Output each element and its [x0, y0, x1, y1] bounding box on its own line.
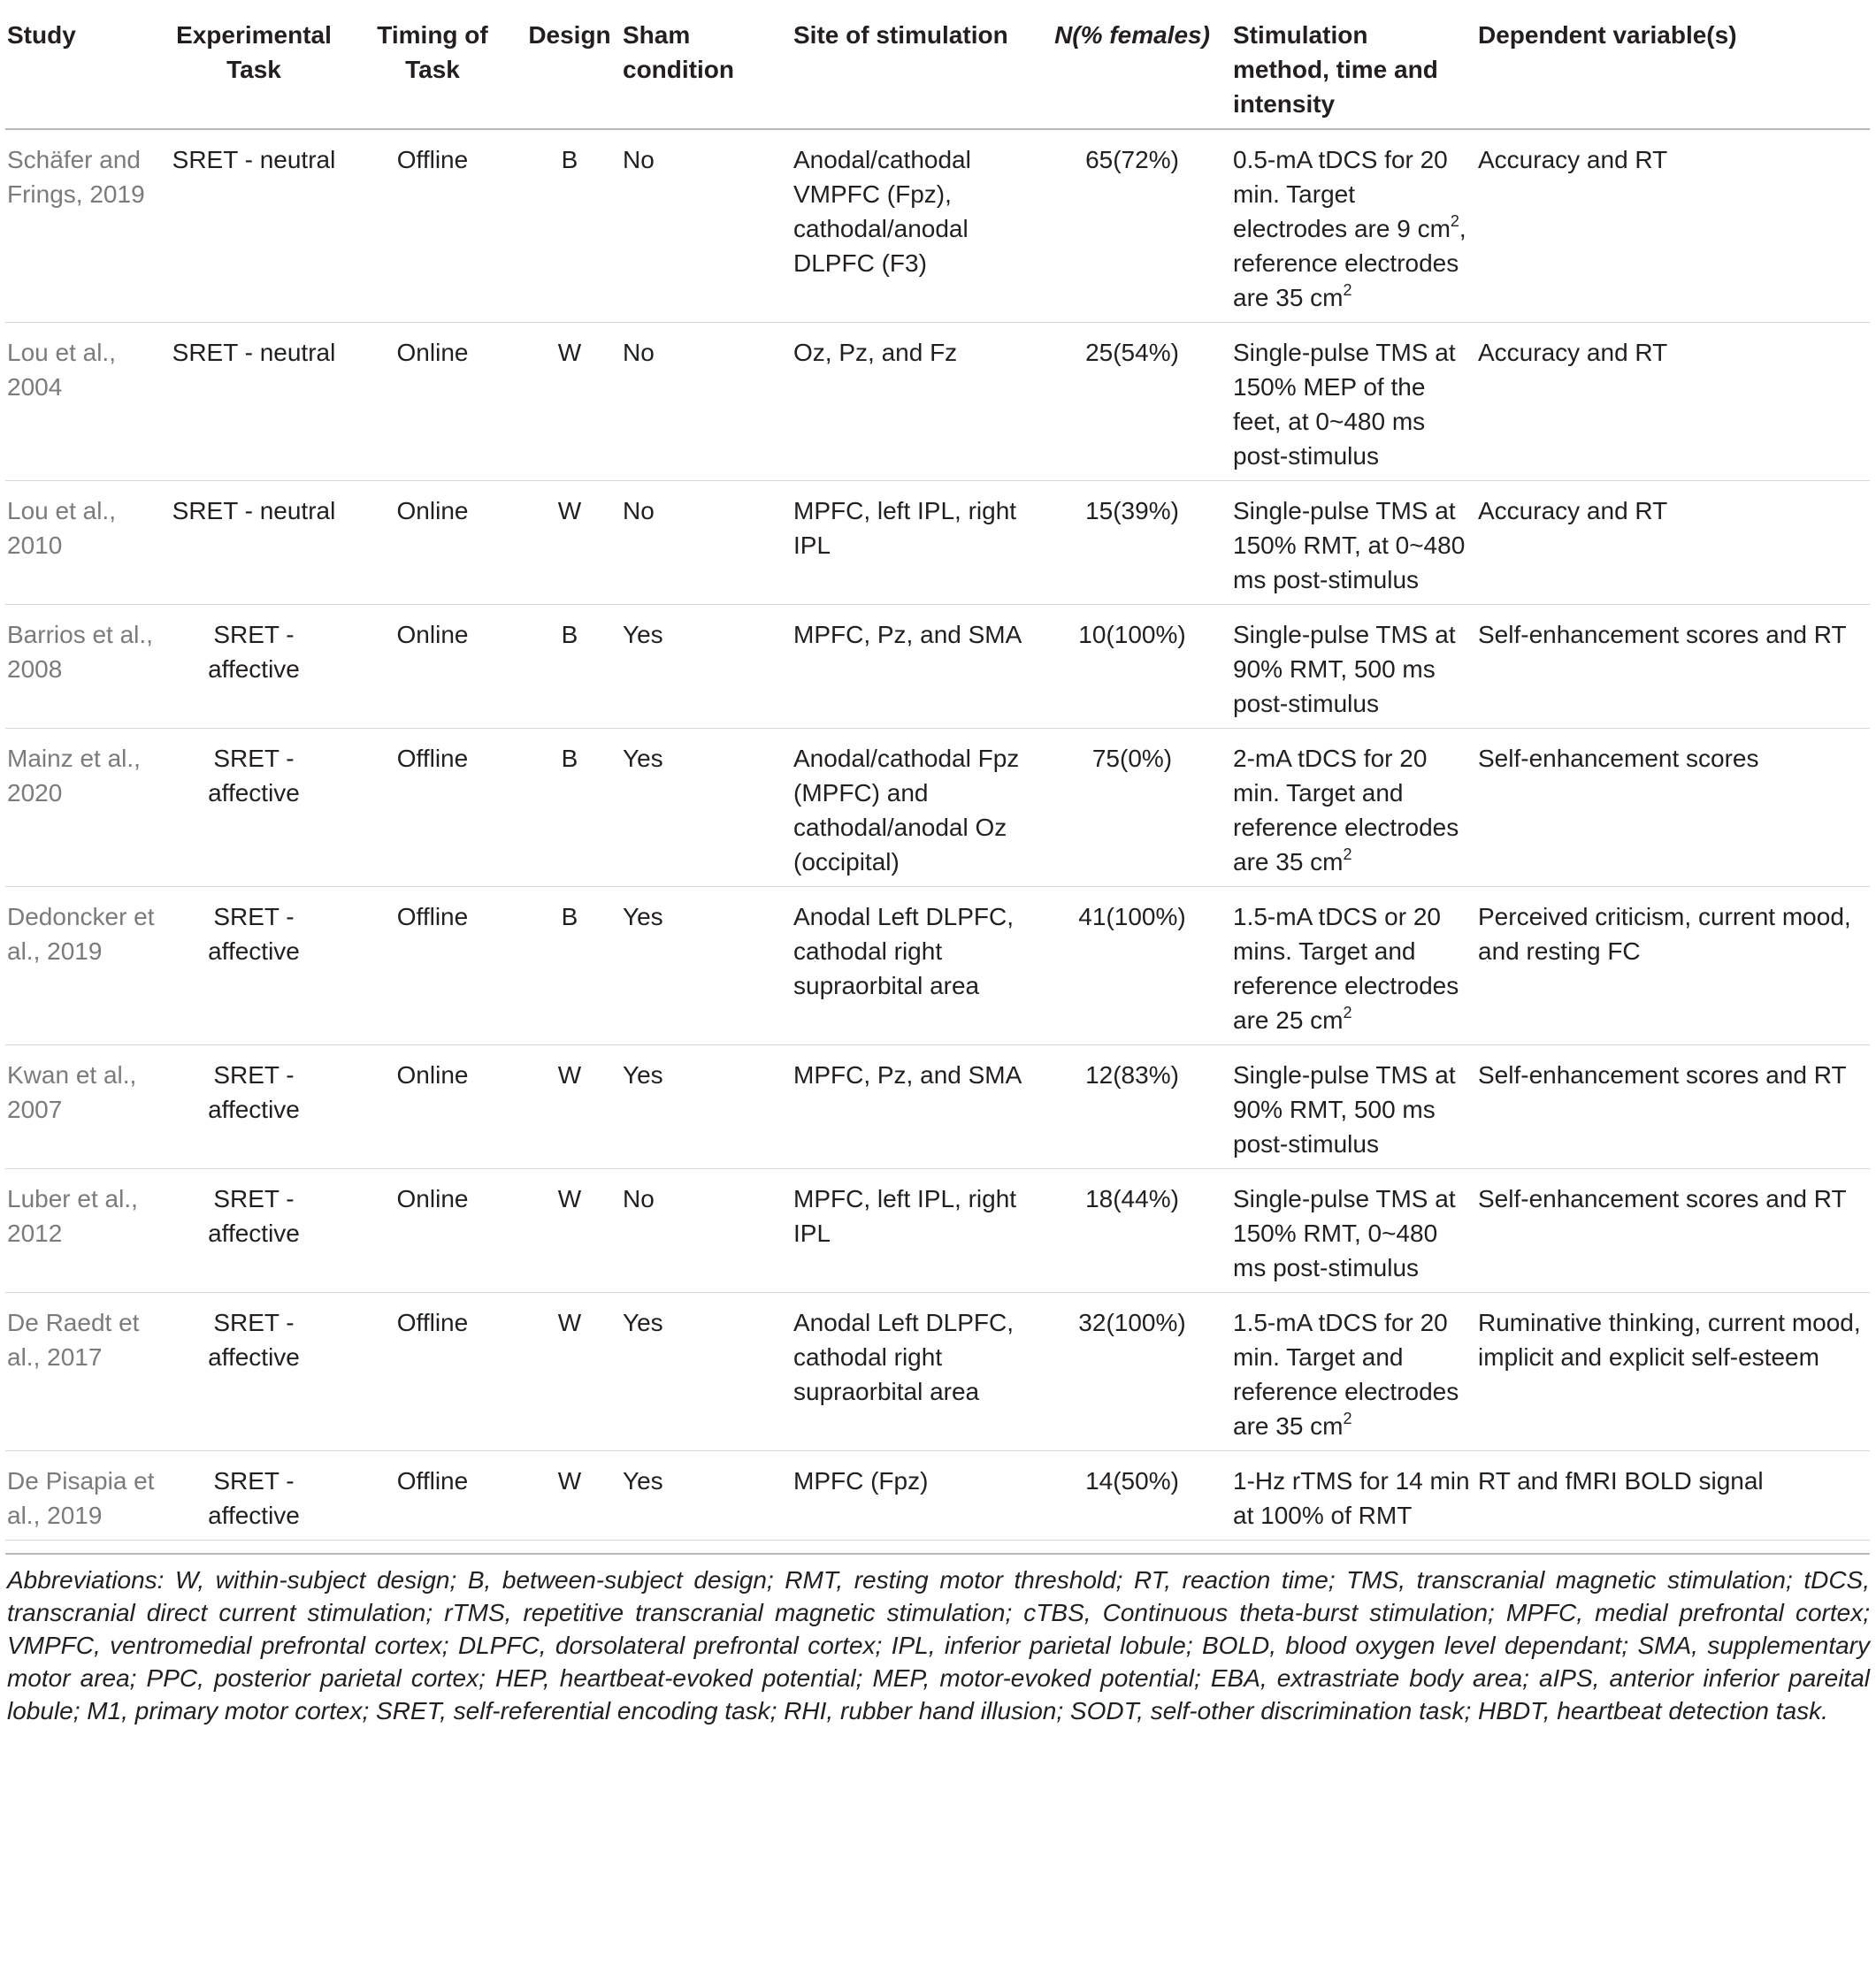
header-timing-of-task: Timing of Task	[347, 11, 522, 129]
cell-experimental-task: SRET - affective	[165, 887, 347, 1045]
cell-n-females: 12(83%)	[1037, 1045, 1231, 1169]
cell-experimental-task: SRET - neutral	[165, 129, 347, 323]
cell-study: De Pisapia et al., 2019	[5, 1451, 165, 1541]
table-row	[5, 1451, 1870, 1541]
cell-sham-condition: Yes	[621, 1045, 792, 1169]
cell-design: B	[522, 887, 621, 1045]
cell-site-of-stimulation: MPFC (Fpz)	[792, 1451, 1037, 1541]
cell-stimulation-method: Single-pulse TMS at 150% RMT, 0~480 ms post-stimulus	[1231, 1169, 1476, 1293]
cell-study: Lou et al., 2004	[5, 323, 165, 481]
cell-sham-condition: Yes	[621, 1451, 792, 1541]
cell-design: W	[522, 323, 621, 481]
table-row	[5, 481, 1870, 605]
cell-dependent-variables: Accuracy and RT	[1476, 129, 1870, 323]
header-design: Design	[522, 11, 621, 129]
cell-timing-of-task: Offline	[347, 129, 522, 323]
cell-study: Lou et al., 2010	[5, 481, 165, 605]
cell-n-females: 41(100%)	[1037, 887, 1231, 1045]
cell-stimulation-method: 1-Hz rTMS for 14 min at 100% of RMT	[1231, 1451, 1476, 1541]
header-sham-condition: Sham condition	[621, 11, 792, 129]
header-dependent-variables: Dependent variable(s)	[1476, 11, 1870, 129]
table-header	[5, 11, 1870, 129]
cell-study: Luber et al., 2012	[5, 1169, 165, 1293]
cell-n-females: 32(100%)	[1037, 1293, 1231, 1451]
cell-experimental-task: SRET - affective	[165, 1293, 347, 1451]
cell-n-females: 25(54%)	[1037, 323, 1231, 481]
cell-design: W	[522, 1169, 621, 1293]
cell-sham-condition: No	[621, 481, 792, 605]
cell-design: W	[522, 1045, 621, 1169]
cell-n-females: 15(39%)	[1037, 481, 1231, 605]
cell-stimulation-method: Single-pulse TMS at 90% RMT, 500 ms post-stimulus	[1231, 1045, 1476, 1169]
cell-experimental-task: SRET - neutral	[165, 481, 347, 605]
table-page	[5, 11, 1870, 1752]
cell-stimulation-method: 2-mA tDCS for 20 min. Target and reference electrodes are 35 $cm^2$	[1231, 729, 1476, 887]
cell-site-of-stimulation: Anodal Left DLPFC, cathodal right supraorbital area	[792, 1293, 1037, 1451]
cell-dependent-variables: Perceived criticism, current mood, and resting FC	[1476, 887, 1870, 1045]
cell-experimental-task: SRET - affective	[165, 729, 347, 887]
cell-study: Kwan et al., 2007	[5, 1045, 165, 1169]
cell-study: Barrios et al., 2008	[5, 605, 165, 729]
cell-site-of-stimulation: MPFC, Pz, and SMA	[792, 1045, 1037, 1169]
cell-study: Schäfer and Frings, 2019	[5, 129, 165, 323]
cell-dependent-variables: Accuracy and RT	[1476, 481, 1870, 605]
cell-dependent-variables: Accuracy and RT	[1476, 323, 1870, 481]
table-row	[5, 129, 1870, 323]
cell-dependent-variables: Self-enhancement scores and RT	[1476, 1169, 1870, 1293]
cell-experimental-task: SRET - neutral	[165, 323, 347, 481]
cell-dependent-variables: RT and fMRI BOLD signal	[1476, 1451, 1870, 1541]
table-row	[5, 1169, 1870, 1293]
cell-sham-condition: Yes	[621, 729, 792, 887]
cell-timing-of-task: Online	[347, 323, 522, 481]
cell-study: Dedoncker et al., 2019	[5, 887, 165, 1045]
cell-site-of-stimulation: Anodal/cathodal VMPFC (Fpz), cathodal/anodal DLPFC (F3)	[792, 129, 1037, 323]
cell-sham-condition: Yes	[621, 1293, 792, 1451]
cell-timing-of-task: Offline	[347, 1293, 522, 1451]
cell-design: B	[522, 605, 621, 729]
cell-sham-condition: No	[621, 323, 792, 481]
abbreviations-footnote: Abbreviations: W, within-subject design; B, between-subject design; RMT, resting motor threshold; RT, reaction time; TMS, transcranial magnetic stimulation; tDCS, transcranial direct current stimulation; rTMS, repetitive transcranial magnetic stimulation; cTBS, Continuous theta-burst stimulation; MPFC, medial prefrontal cortex; VMPFC, ventromedial prefrontal cortex; DLPFC, dorsolateral prefrontal cortex; IPL, inferior parietal lobule; BOLD, blood oxygen level dependant; SMA, supplementary motor area; PPC, posterior parietal cortex; HEP, heartbeat-evoked potential; MEP, motor-evoked potential; EBA, extrastriate body area; aIPS, anterior inferior pareital lobule; M1, primary motor cortex; SRET, self-referential encoding task; RHI, rubber hand illusion; SODT, self-other discrimination task; HBDT, heartbeat detection task.	[5, 1553, 1870, 1727]
cell-n-females: 10(100%)	[1037, 605, 1231, 729]
cell-experimental-task: SRET - affective	[165, 1451, 347, 1541]
header-n-females: N(% females)	[1037, 11, 1231, 129]
cell-sham-condition: Yes	[621, 887, 792, 1045]
cell-timing-of-task: Online	[347, 481, 522, 605]
cell-sham-condition: No	[621, 1169, 792, 1293]
cell-dependent-variables: Self-enhancement scores and RT	[1476, 1045, 1870, 1169]
cell-site-of-stimulation: MPFC, Pz, and SMA	[792, 605, 1037, 729]
cell-n-females: 75(0%)	[1037, 729, 1231, 887]
cell-site-of-stimulation: Oz, Pz, and Fz	[792, 323, 1037, 481]
table-row	[5, 605, 1870, 729]
cell-dependent-variables: Ruminative thinking, current mood, implicit and explicit self-esteem	[1476, 1293, 1870, 1451]
cell-site-of-stimulation: Anodal Left DLPFC, cathodal right supraorbital area	[792, 887, 1037, 1045]
cell-experimental-task: SRET - affective	[165, 605, 347, 729]
study-table	[5, 11, 1870, 1541]
cell-study: De Raedt et al., 2017	[5, 1293, 165, 1451]
cell-study: Mainz et al., 2020	[5, 729, 165, 887]
cell-stimulation-method: 0.5-mA tDCS for 20 min. Target electrodes are 9 $cm^2$, reference electrodes are 35 $cm^2$	[1231, 129, 1476, 323]
table-body	[5, 129, 1870, 1541]
cell-design: W	[522, 1451, 621, 1541]
table-row	[5, 323, 1870, 481]
cell-site-of-stimulation: Anodal/cathodal Fpz (MPFC) and cathodal/anodal Oz (occipital)	[792, 729, 1037, 887]
cell-stimulation-method: Single-pulse TMS at 90% RMT, 500 ms post-stimulus	[1231, 605, 1476, 729]
cell-sham-condition: No	[621, 129, 792, 323]
cell-timing-of-task: Offline	[347, 1451, 522, 1541]
cell-experimental-task: SRET - affective	[165, 1169, 347, 1293]
header-stimulation-method: Stimulation method, time and intensity	[1231, 11, 1476, 129]
cell-site-of-stimulation: MPFC, left IPL, right IPL	[792, 481, 1037, 605]
cell-design: B	[522, 129, 621, 323]
table-row	[5, 1293, 1870, 1451]
cell-n-females: 65(72%)	[1037, 129, 1231, 323]
cell-dependent-variables: Self-enhancement scores and RT	[1476, 605, 1870, 729]
cell-stimulation-method: 1.5-mA tDCS or 20 mins. Target and reference electrodes are 25 $cm^2$	[1231, 887, 1476, 1045]
cell-n-females: 14(50%)	[1037, 1451, 1231, 1541]
cell-design: B	[522, 729, 621, 887]
cell-timing-of-task: Online	[347, 605, 522, 729]
header-site-of-stimulation: Site of stimulation	[792, 11, 1037, 129]
cell-stimulation-method: Single-pulse TMS at 150% MEP of the feet, at 0~480 ms post-stimulus	[1231, 323, 1476, 481]
header-experimental-task: Experimental Task	[165, 11, 347, 129]
cell-design: W	[522, 481, 621, 605]
cell-timing-of-task: Online	[347, 1169, 522, 1293]
cell-sham-condition: Yes	[621, 605, 792, 729]
cell-stimulation-method: Single-pulse TMS at 150% RMT, at 0~480 ms post-stimulus	[1231, 481, 1476, 605]
cell-timing-of-task: Offline	[347, 887, 522, 1045]
table-row	[5, 1045, 1870, 1169]
cell-site-of-stimulation: MPFC, left IPL, right IPL	[792, 1169, 1037, 1293]
cell-n-females: 18(44%)	[1037, 1169, 1231, 1293]
table-row	[5, 887, 1870, 1045]
cell-timing-of-task: Offline	[347, 729, 522, 887]
header-study: Study	[5, 11, 165, 129]
cell-experimental-task: SRET - affective	[165, 1045, 347, 1169]
header-row	[5, 11, 1870, 129]
cell-stimulation-method: 1.5-mA tDCS for 20 min. Target and reference electrodes are 35 $cm^2$	[1231, 1293, 1476, 1451]
cell-timing-of-task: Online	[347, 1045, 522, 1169]
cell-design: W	[522, 1293, 621, 1451]
table-row	[5, 729, 1870, 887]
cell-dependent-variables: Self-enhancement scores	[1476, 729, 1870, 887]
